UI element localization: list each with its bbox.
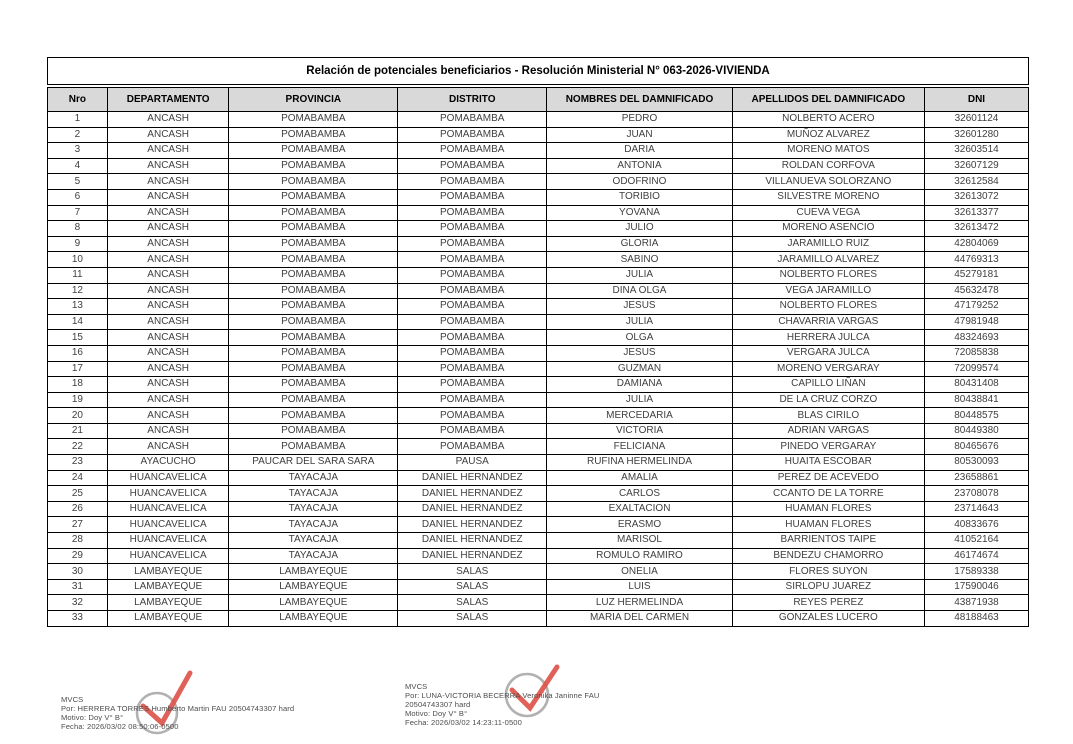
table-row bbox=[48, 611, 1029, 627]
table-cell: 17590046 bbox=[924, 579, 1028, 595]
table-cell: PINEDO VERGARAY bbox=[732, 439, 924, 455]
table-cell: JESUS bbox=[547, 345, 732, 361]
table-row bbox=[48, 112, 1029, 128]
table-cell: 23708078 bbox=[924, 486, 1028, 502]
table-row bbox=[48, 283, 1029, 299]
table-cell: ANCASH bbox=[107, 127, 229, 143]
table-cell: POMABAMBA bbox=[398, 423, 547, 439]
table-cell: DANIEL HERNANDEZ bbox=[398, 486, 547, 502]
table-cell: BLAS CIRILO bbox=[732, 408, 924, 424]
table-row bbox=[48, 470, 1029, 486]
table-cell: ANCASH bbox=[107, 299, 229, 315]
table-cell: POMABAMBA bbox=[229, 330, 398, 346]
column-header: DNI bbox=[924, 88, 1028, 112]
table-cell: CHAVARRIA VARGAS bbox=[732, 314, 924, 330]
table-cell: 41052164 bbox=[924, 533, 1028, 549]
table-cell: LAMBAYEQUE bbox=[229, 595, 398, 611]
table-cell: MARIA DEL CARMEN bbox=[547, 611, 732, 627]
table-cell: 26 bbox=[48, 501, 108, 517]
table-cell: 32612584 bbox=[924, 174, 1028, 190]
table-cell: PAUSA bbox=[398, 455, 547, 471]
table-cell: RUFINA HERMELINDA bbox=[547, 455, 732, 471]
table-cell: ANCASH bbox=[107, 439, 229, 455]
table-cell: POMABAMBA bbox=[229, 267, 398, 283]
table-cell: POMABAMBA bbox=[398, 205, 547, 221]
table-cell: 13 bbox=[48, 299, 108, 315]
table-row bbox=[48, 205, 1029, 221]
table-row bbox=[48, 158, 1029, 174]
table-cell: ANCASH bbox=[107, 112, 229, 128]
table-cell: NOLBERTO FLORES bbox=[732, 299, 924, 315]
table-cell: 23 bbox=[48, 455, 108, 471]
signature-stamp-left bbox=[61, 695, 294, 731]
table-cell: POMABAMBA bbox=[229, 361, 398, 377]
table-cell: ANCASH bbox=[107, 221, 229, 237]
table-row bbox=[48, 267, 1029, 283]
table-cell: 44769313 bbox=[924, 252, 1028, 268]
table-cell: 80449380 bbox=[924, 423, 1028, 439]
table-cell: SALAS bbox=[398, 564, 547, 580]
table-cell: TAYACAJA bbox=[229, 517, 398, 533]
table-cell: ANCASH bbox=[107, 143, 229, 159]
table-cell: POMABAMBA bbox=[229, 408, 398, 424]
table-cell: 19 bbox=[48, 392, 108, 408]
table-cell: ANCASH bbox=[107, 283, 229, 299]
table-cell: POMABAMBA bbox=[398, 361, 547, 377]
table-cell: 80438841 bbox=[924, 392, 1028, 408]
table-cell: LUZ HERMELINDA bbox=[547, 595, 732, 611]
table-cell: POMABAMBA bbox=[398, 143, 547, 159]
table-cell: JARAMILLO ALVAREZ bbox=[732, 252, 924, 268]
table-cell: BENDEZU CHAMORRO bbox=[732, 548, 924, 564]
table-cell: LAMBAYEQUE bbox=[229, 611, 398, 627]
table-cell: SABINO bbox=[547, 252, 732, 268]
table-cell: 15 bbox=[48, 330, 108, 346]
table-row bbox=[48, 189, 1029, 205]
table-cell: POMABAMBA bbox=[398, 283, 547, 299]
table-cell: MORENO ASENCIO bbox=[732, 221, 924, 237]
table-cell: POMABAMBA bbox=[229, 392, 398, 408]
table-cell: POMABAMBA bbox=[229, 174, 398, 190]
table-cell: DANIEL HERNANDEZ bbox=[398, 533, 547, 549]
table-cell: ANCASH bbox=[107, 392, 229, 408]
table-row bbox=[48, 221, 1029, 237]
table-cell: 3 bbox=[48, 143, 108, 159]
table-cell: 31 bbox=[48, 579, 108, 595]
table-cell: POMABAMBA bbox=[229, 345, 398, 361]
table-cell: 7 bbox=[48, 205, 108, 221]
table-cell: GONZALES LUCERO bbox=[732, 611, 924, 627]
table-cell: POMABAMBA bbox=[398, 314, 547, 330]
table-cell: 18 bbox=[48, 377, 108, 393]
table-cell: ANCASH bbox=[107, 205, 229, 221]
table-cell: 25 bbox=[48, 486, 108, 502]
table-row bbox=[48, 299, 1029, 315]
table-cell: SALAS bbox=[398, 595, 547, 611]
table-row bbox=[48, 408, 1029, 424]
table-cell: JUAN bbox=[547, 127, 732, 143]
table-cell: 32603514 bbox=[924, 143, 1028, 159]
table-cell: HUANCAVELICA bbox=[107, 486, 229, 502]
table-cell: ANCASH bbox=[107, 408, 229, 424]
table-cell: CUEVA VEGA bbox=[732, 205, 924, 221]
table-cell: HUAMAN FLORES bbox=[732, 501, 924, 517]
table-cell: 32613472 bbox=[924, 221, 1028, 237]
table-cell: LAMBAYEQUE bbox=[229, 564, 398, 580]
table-cell: 23714643 bbox=[924, 501, 1028, 517]
table-cell: NOLBERTO ACERO bbox=[732, 112, 924, 128]
table-cell: YOVANA bbox=[547, 205, 732, 221]
table-row bbox=[48, 377, 1029, 393]
table-cell: AMALIA bbox=[547, 470, 732, 486]
table-row bbox=[48, 455, 1029, 471]
table-cell: POMABAMBA bbox=[398, 408, 547, 424]
table-cell: 12 bbox=[48, 283, 108, 299]
table-row bbox=[48, 252, 1029, 268]
table-cell: POMABAMBA bbox=[398, 252, 547, 268]
table-cell: POMABAMBA bbox=[229, 143, 398, 159]
table-cell: JULIA bbox=[547, 314, 732, 330]
table-cell: LAMBAYEQUE bbox=[229, 579, 398, 595]
table-cell: LAMBAYEQUE bbox=[107, 579, 229, 595]
table-cell: DE LA CRUZ CORZO bbox=[732, 392, 924, 408]
table-cell: VEGA JARAMILLO bbox=[732, 283, 924, 299]
table-cell: 33 bbox=[48, 611, 108, 627]
table-cell: SIRLOPU JUAREZ bbox=[732, 579, 924, 595]
table-row bbox=[48, 439, 1029, 455]
table-cell: POMABAMBA bbox=[229, 299, 398, 315]
table-cell: POMABAMBA bbox=[398, 112, 547, 128]
table-cell: HUAITA ESCOBAR bbox=[732, 455, 924, 471]
table-cell: 80530093 bbox=[924, 455, 1028, 471]
table-cell: 27 bbox=[48, 517, 108, 533]
table-cell: 32601124 bbox=[924, 112, 1028, 128]
table-cell: 42804069 bbox=[924, 236, 1028, 252]
table-row bbox=[48, 143, 1029, 159]
table-cell: POMABAMBA bbox=[229, 112, 398, 128]
table-cell: DARIA bbox=[547, 143, 732, 159]
table-cell: MERCEDARIA bbox=[547, 408, 732, 424]
table-cell: ONELIA bbox=[547, 564, 732, 580]
beneficiaries-table bbox=[47, 87, 1029, 627]
table-cell: 8 bbox=[48, 221, 108, 237]
table-cell: VILLANUEVA SOLORZANO bbox=[732, 174, 924, 190]
table-cell: 14 bbox=[48, 314, 108, 330]
table-cell: AYACUCHO bbox=[107, 455, 229, 471]
table-cell: EXALTACION bbox=[547, 501, 732, 517]
table-cell: 20 bbox=[48, 408, 108, 424]
table-cell: 40833676 bbox=[924, 517, 1028, 533]
table-cell: TAYACAJA bbox=[229, 548, 398, 564]
table-cell: 48188463 bbox=[924, 611, 1028, 627]
stamp-line: Motivo: Doy V° B° bbox=[405, 709, 468, 718]
table-cell: POMABAMBA bbox=[229, 221, 398, 237]
table-cell: 46174674 bbox=[924, 548, 1028, 564]
table-cell: SILVESTRE MORENO bbox=[732, 189, 924, 205]
table-cell: 22 bbox=[48, 439, 108, 455]
table-cell: ANCASH bbox=[107, 330, 229, 346]
table-cell: 72085838 bbox=[924, 345, 1028, 361]
stamp-line: Fecha: 2026/03/02 08:50:06-0500 bbox=[61, 722, 179, 731]
table-row bbox=[48, 392, 1029, 408]
table-cell: TAYACAJA bbox=[229, 486, 398, 502]
table-cell: POMABAMBA bbox=[229, 439, 398, 455]
table-cell: HUANCAVELICA bbox=[107, 517, 229, 533]
table-cell: REYES PEREZ bbox=[732, 595, 924, 611]
table-body bbox=[48, 112, 1029, 627]
table-cell: TAYACAJA bbox=[229, 533, 398, 549]
table-cell: POMABAMBA bbox=[229, 252, 398, 268]
table-cell: POMABAMBA bbox=[398, 330, 547, 346]
table-cell: 28 bbox=[48, 533, 108, 549]
table-cell: FELICIANA bbox=[547, 439, 732, 455]
table-cell: 17 bbox=[48, 361, 108, 377]
table-cell: MORENO MATOS bbox=[732, 143, 924, 159]
table-cell: SALAS bbox=[398, 579, 547, 595]
table-cell: PAUCAR DEL SARA SARA bbox=[229, 455, 398, 471]
table-cell: 6 bbox=[48, 189, 108, 205]
table-cell: 29 bbox=[48, 548, 108, 564]
table-cell: 11 bbox=[48, 267, 108, 283]
table-cell: POMABAMBA bbox=[229, 189, 398, 205]
table-row bbox=[48, 595, 1029, 611]
table-cell: MORENO VERGARAY bbox=[732, 361, 924, 377]
stamp-line: Fecha: 2026/03/02 14:23:11-0500 bbox=[405, 718, 522, 727]
table-cell: 5 bbox=[48, 174, 108, 190]
column-header: PROVINCIA bbox=[229, 88, 398, 112]
table-cell: ANCASH bbox=[107, 158, 229, 174]
table-cell: CARLOS bbox=[547, 486, 732, 502]
table-cell: FLORES SUYON bbox=[732, 564, 924, 580]
table-row bbox=[48, 330, 1029, 346]
table-cell: NOLBERTO FLORES bbox=[732, 267, 924, 283]
table-cell: LAMBAYEQUE bbox=[107, 564, 229, 580]
table-cell: LAMBAYEQUE bbox=[107, 595, 229, 611]
table-cell: POMABAMBA bbox=[229, 423, 398, 439]
table-cell: 30 bbox=[48, 564, 108, 580]
table-cell: HUANCAVELICA bbox=[107, 470, 229, 486]
table-cell: HERRERA JULCA bbox=[732, 330, 924, 346]
table-row bbox=[48, 548, 1029, 564]
table-cell: 43871938 bbox=[924, 595, 1028, 611]
table-cell: 2 bbox=[48, 127, 108, 143]
table-cell: POMABAMBA bbox=[229, 377, 398, 393]
table-cell: ANCASH bbox=[107, 252, 229, 268]
table-cell: 24 bbox=[48, 470, 108, 486]
table-cell: ANCASH bbox=[107, 236, 229, 252]
table-cell: POMABAMBA bbox=[398, 299, 547, 315]
table-cell: JARAMILLO RUIZ bbox=[732, 236, 924, 252]
table-cell: ANCASH bbox=[107, 267, 229, 283]
table-cell: POMABAMBA bbox=[229, 158, 398, 174]
table-cell: ANCASH bbox=[107, 377, 229, 393]
table-row bbox=[48, 501, 1029, 517]
table-row bbox=[48, 361, 1029, 377]
table-cell: DINA OLGA bbox=[547, 283, 732, 299]
table-cell: 47179252 bbox=[924, 299, 1028, 315]
table-cell: 21 bbox=[48, 423, 108, 439]
table-cell: POMABAMBA bbox=[398, 236, 547, 252]
table-row bbox=[48, 345, 1029, 361]
table-cell: ANCASH bbox=[107, 189, 229, 205]
table-cell: POMABAMBA bbox=[398, 392, 547, 408]
table-cell: 1 bbox=[48, 112, 108, 128]
table-cell: 47981948 bbox=[924, 314, 1028, 330]
table-cell: 9 bbox=[48, 236, 108, 252]
table-cell: VICTORIA bbox=[547, 423, 732, 439]
table-cell: POMABAMBA bbox=[398, 377, 547, 393]
stamp-line: MVCS bbox=[61, 695, 84, 704]
table-cell: 4 bbox=[48, 158, 108, 174]
column-header: Nro bbox=[48, 88, 108, 112]
table-cell: ROLDAN CORFOVA bbox=[732, 158, 924, 174]
stamp-line: Motivo: Doy V° B° bbox=[61, 713, 124, 722]
table-cell: POMABAMBA bbox=[398, 439, 547, 455]
table-cell: GUZMAN bbox=[547, 361, 732, 377]
table-cell: JULIO bbox=[547, 221, 732, 237]
column-header: APELLIDOS DEL DAMNIFICADO bbox=[732, 88, 924, 112]
table-cell: ANTONIA bbox=[547, 158, 732, 174]
table-cell: DANIEL HERNANDEZ bbox=[398, 517, 547, 533]
table-cell: PEREZ DE ACEVEDO bbox=[732, 470, 924, 486]
table-cell: DANIEL HERNANDEZ bbox=[398, 470, 547, 486]
table-cell: LUIS bbox=[547, 579, 732, 595]
table-cell: 80448575 bbox=[924, 408, 1028, 424]
table-cell: 32613377 bbox=[924, 205, 1028, 221]
table-cell: ODOFRINO bbox=[547, 174, 732, 190]
table-cell: ANCASH bbox=[107, 361, 229, 377]
table-cell: HUANCAVELICA bbox=[107, 533, 229, 549]
table-cell: JULIA bbox=[547, 392, 732, 408]
beneficiaries-document bbox=[47, 57, 1029, 627]
table-cell: HUAMAN FLORES bbox=[732, 517, 924, 533]
table-cell: 23658861 bbox=[924, 470, 1028, 486]
table-header-row bbox=[48, 88, 1029, 112]
table-cell: POMABAMBA bbox=[229, 205, 398, 221]
table-cell: DANIEL HERNANDEZ bbox=[398, 501, 547, 517]
table-cell: ANCASH bbox=[107, 423, 229, 439]
table-cell: OLGA bbox=[547, 330, 732, 346]
table-cell: PEDRO bbox=[547, 112, 732, 128]
table-cell: MUÑOZ ALVAREZ bbox=[732, 127, 924, 143]
table-cell: 17589338 bbox=[924, 564, 1028, 580]
table-cell: ANCASH bbox=[107, 174, 229, 190]
stamp-line: Por: HERRERA TORRES Humberto Martin FAU 20504743307 hard bbox=[61, 704, 295, 713]
table-row bbox=[48, 517, 1029, 533]
document-title: Relación de potenciales beneficiarios - Resolución Ministerial N° 063-2026-VIVIENDA bbox=[47, 57, 1029, 85]
table-cell: POMABAMBA bbox=[398, 345, 547, 361]
table-row bbox=[48, 564, 1029, 580]
table-cell: POMABAMBA bbox=[398, 221, 547, 237]
table-cell: ROMULO RAMIRO bbox=[547, 548, 732, 564]
stamp-line: Por: LUNA-VICTORIA BECERRA Veronika Janinne FAU bbox=[405, 691, 600, 700]
table-cell: DANIEL HERNANDEZ bbox=[398, 548, 547, 564]
table-row bbox=[48, 579, 1029, 595]
table-cell: 32 bbox=[48, 595, 108, 611]
stamp-line: MVCS bbox=[405, 682, 428, 691]
table-cell: GLORIA bbox=[547, 236, 732, 252]
table-cell: 32601280 bbox=[924, 127, 1028, 143]
table-row bbox=[48, 236, 1029, 252]
table-cell: HUANCAVELICA bbox=[107, 548, 229, 564]
table-cell: CAPILLO LIÑAN bbox=[732, 377, 924, 393]
signature-stamp-right bbox=[405, 682, 599, 727]
table-cell: CCANTO DE LA TORRE bbox=[732, 486, 924, 502]
table-cell: ANCASH bbox=[107, 345, 229, 361]
table-cell: SALAS bbox=[398, 611, 547, 627]
table-cell: ERASMO bbox=[547, 517, 732, 533]
table-cell: POMABAMBA bbox=[398, 174, 547, 190]
table-cell: POMABAMBA bbox=[398, 127, 547, 143]
table-cell: BARRIENTOS TAIPE bbox=[732, 533, 924, 549]
table-cell: TAYACAJA bbox=[229, 501, 398, 517]
table-cell: VERGARA JULCA bbox=[732, 345, 924, 361]
table-cell: POMABAMBA bbox=[229, 283, 398, 299]
table-cell: 10 bbox=[48, 252, 108, 268]
table-cell: 45279181 bbox=[924, 267, 1028, 283]
table-cell: MARISOL bbox=[547, 533, 732, 549]
table-cell: 72099574 bbox=[924, 361, 1028, 377]
table-cell: JULIA bbox=[547, 267, 732, 283]
table-row bbox=[48, 486, 1029, 502]
column-header: DISTRITO bbox=[398, 88, 547, 112]
table-cell: DAMIANA bbox=[547, 377, 732, 393]
table-cell: 80431408 bbox=[924, 377, 1028, 393]
table-cell: POMABAMBA bbox=[229, 314, 398, 330]
table-cell: POMABAMBA bbox=[398, 158, 547, 174]
table-cell: POMABAMBA bbox=[229, 236, 398, 252]
table-cell: HUANCAVELICA bbox=[107, 501, 229, 517]
table-cell: 16 bbox=[48, 345, 108, 361]
table-row bbox=[48, 423, 1029, 439]
table-cell: ADRIAN VARGAS bbox=[732, 423, 924, 439]
table-row bbox=[48, 533, 1029, 549]
table-row bbox=[48, 314, 1029, 330]
table-cell: POMABAMBA bbox=[398, 267, 547, 283]
table-cell: POMABAMBA bbox=[229, 127, 398, 143]
table-cell: 45632478 bbox=[924, 283, 1028, 299]
table-cell: JESUS bbox=[547, 299, 732, 315]
column-header: DEPARTAMENTO bbox=[107, 88, 229, 112]
table-cell: 32613072 bbox=[924, 189, 1028, 205]
table-cell: LAMBAYEQUE bbox=[107, 611, 229, 627]
stamp-line: 20504743307 hard bbox=[405, 700, 471, 709]
table-cell: 48324693 bbox=[924, 330, 1028, 346]
table-row bbox=[48, 174, 1029, 190]
table-cell: TAYACAJA bbox=[229, 470, 398, 486]
table-cell: TORIBIO bbox=[547, 189, 732, 205]
table-cell: ANCASH bbox=[107, 314, 229, 330]
table-cell: POMABAMBA bbox=[398, 189, 547, 205]
table-cell: 32607129 bbox=[924, 158, 1028, 174]
column-header: NOMBRES DEL DAMNIFICADO bbox=[547, 88, 732, 112]
table-row bbox=[48, 127, 1029, 143]
table-cell: 80465676 bbox=[924, 439, 1028, 455]
